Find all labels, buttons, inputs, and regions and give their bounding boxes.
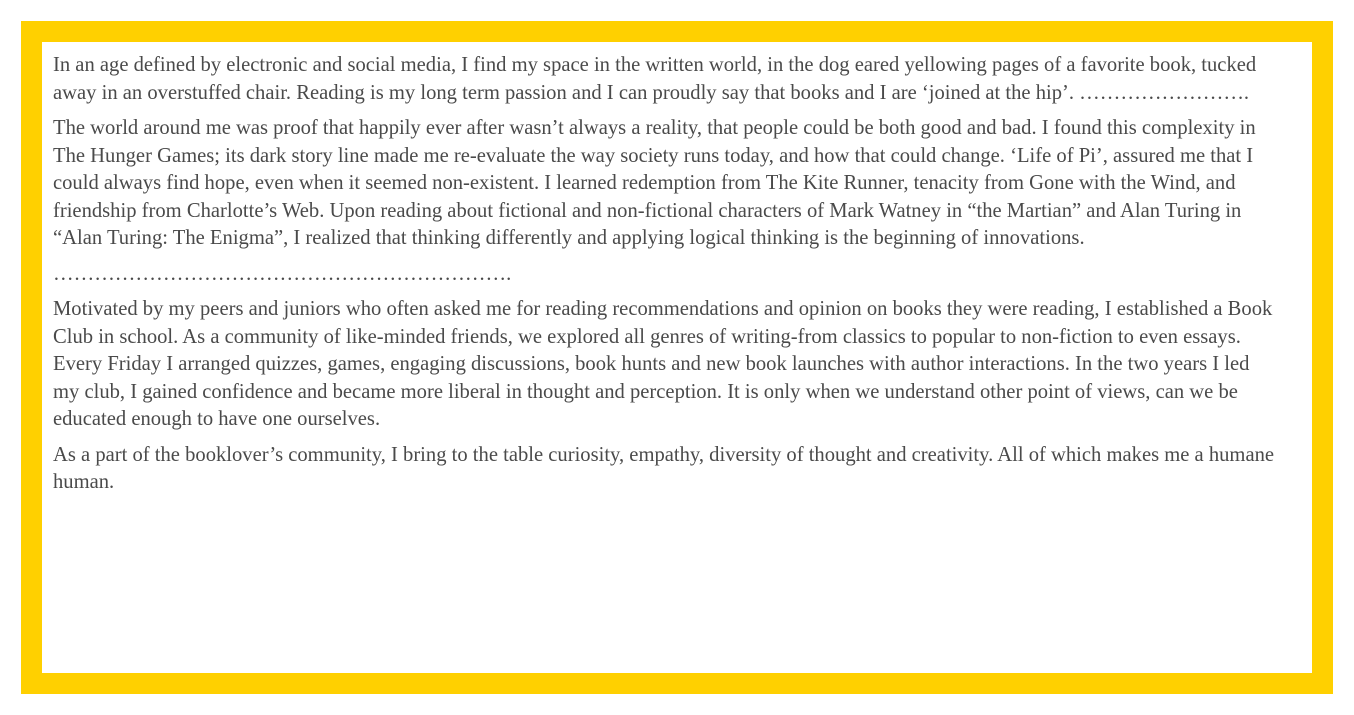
essay-paragraph-books: The world around me was proof that happily ever after wasn’t always a reality, that people could be both good and bad. I found this complexity in The Hunger Games; its dark story line made me re-evaluate the way society runs today, and how that could change. ‘Life of Pi’, assured me that I could always find hope, even when it seemed non-existent. I learned redemption from The Kite Runner, tenacity from Gone with the Wind, and friendship from Charlotte’s Web. Upon reading about fictional and non-fictional characters of Mark Watney in “the Martian” and Alan Turing in “Alan Turing: The Enigma”, I realized that thinking differently and applying logical thinking is the beginning of innovations. — [53, 117, 1256, 249]
essay-paragraph-book-club: Motivated by my peers and juniors who often asked me for reading recommendations and opinion on books they were reading, I established a Book Club in school. As a community of like-minded friends, we explored all genres of writing-from classics to popular to non-fiction to even essays. Every Friday I arranged quizzes, games, engaging discussions, book hunts and new book launches with author interactions. In the two years I led my club, I gained confidence and became more liberal in thought and perception. It is only when we understand other point of views, can we be educated enough to have one ourselves. — [53, 298, 1273, 430]
essay-text — [53, 52, 1275, 505]
essay-paragraph-intro: In an age defined by electronic and social media, I find my space in the written world, in the dog eared yellowing pages of a favorite book, tucked away in an overstuffed chair. Reading is my long term passion and I can proudly say that books and I are ‘joined at the hip’. ……………………. — [53, 54, 1257, 104]
essay-paragraph-conclusion: As a part of the booklover’s community, I bring to the table curiosity, empathy, diversity of thought and creativity. All of which makes me a humane human. — [53, 443, 1275, 493]
essay-ellipsis-line: …………………………………………………………. — [53, 262, 512, 285]
